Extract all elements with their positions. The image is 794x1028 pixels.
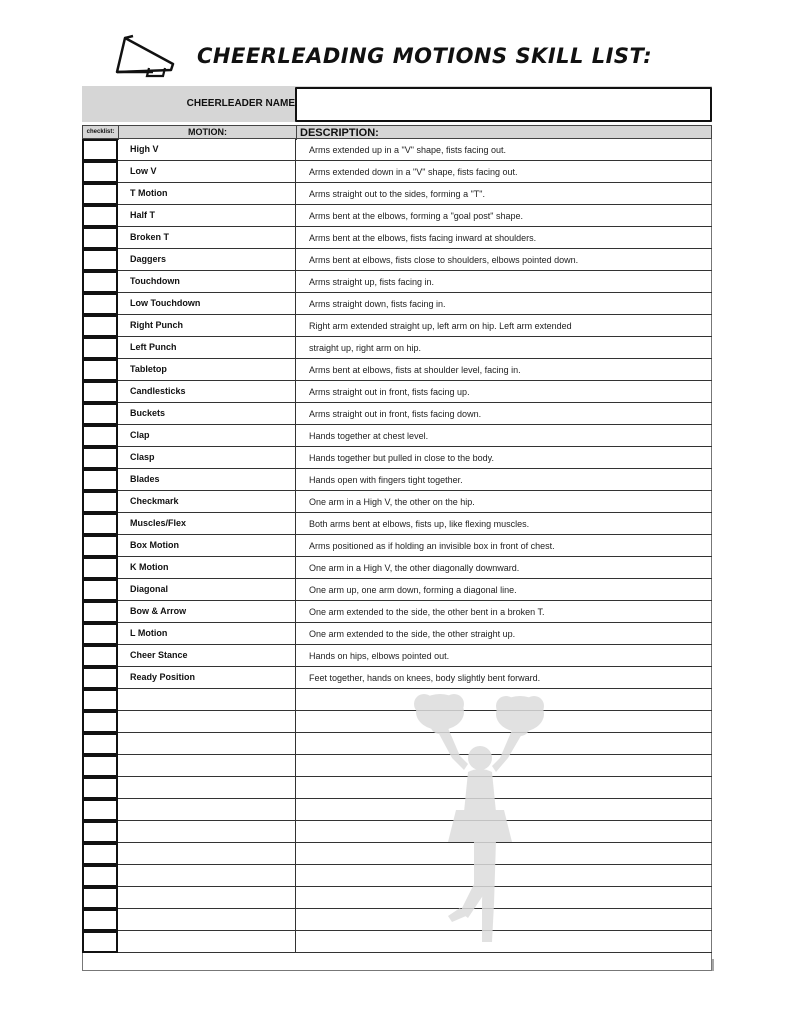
checklist-checkbox[interactable] bbox=[82, 909, 118, 931]
table-row bbox=[82, 227, 712, 249]
table-row bbox=[82, 579, 712, 601]
table-row bbox=[82, 205, 712, 227]
table-row bbox=[82, 887, 712, 909]
table-row bbox=[82, 623, 712, 645]
motion-cell: Tabletop bbox=[118, 359, 296, 380]
checklist-checkbox[interactable] bbox=[82, 623, 118, 645]
table-row bbox=[82, 359, 712, 381]
checklist-checkbox[interactable] bbox=[82, 469, 118, 491]
motion-cell: Left Punch bbox=[118, 337, 296, 358]
description-cell: Arms straight out in front, fists facing up. bbox=[309, 387, 470, 397]
table-header bbox=[82, 125, 712, 139]
table-row bbox=[82, 315, 712, 337]
motion-header: MOTION: bbox=[119, 126, 297, 140]
checklist-checkbox[interactable] bbox=[82, 183, 118, 205]
table-row bbox=[82, 777, 712, 799]
motion-cell bbox=[118, 755, 296, 776]
checklist-checkbox[interactable] bbox=[82, 843, 118, 865]
description-cell: Arms positioned as if holding an invisible box in front of chest. bbox=[309, 541, 555, 551]
checklist-checkbox[interactable] bbox=[82, 887, 118, 909]
table-row bbox=[82, 557, 712, 579]
checklist-checkbox[interactable] bbox=[82, 491, 118, 513]
description-cell: Arms bent at the elbows, fists facing inward at shoulders. bbox=[309, 233, 537, 243]
page-title: CHEERLEADING MOTIONS SKILL LIST: bbox=[197, 44, 653, 68]
cheerleader-name-label: CHEERLEADER NAME bbox=[186, 98, 295, 109]
table-row bbox=[82, 139, 712, 161]
checklist-checkbox[interactable] bbox=[82, 513, 118, 535]
table-row bbox=[82, 667, 712, 689]
checklist-checkbox[interactable] bbox=[82, 667, 118, 689]
description-cell: Feet together, hands on knees, body slightly bent forward. bbox=[309, 673, 541, 683]
motion-cell bbox=[118, 777, 296, 798]
table-row bbox=[82, 403, 712, 425]
motion-cell: Low V bbox=[118, 161, 296, 182]
skill-table bbox=[82, 125, 712, 971]
motion-cell bbox=[118, 733, 296, 754]
checklist-checkbox[interactable] bbox=[82, 579, 118, 601]
description-cell: Arms bent at elbows, fists at shoulder level, facing in. bbox=[309, 365, 521, 375]
table-row bbox=[82, 447, 712, 469]
motion-cell: Blades bbox=[118, 469, 296, 490]
table-row bbox=[82, 865, 712, 887]
checklist-checkbox[interactable] bbox=[82, 733, 118, 755]
motion-cell bbox=[118, 931, 296, 952]
motion-cell bbox=[118, 689, 296, 710]
table-row bbox=[82, 601, 712, 623]
table-row bbox=[82, 183, 712, 205]
checklist-checkbox[interactable] bbox=[82, 777, 118, 799]
checklist-checkbox[interactable] bbox=[82, 821, 118, 843]
checklist-checkbox[interactable] bbox=[82, 601, 118, 623]
motion-cell: T Motion bbox=[118, 183, 296, 204]
description-cell: Arms extended down in a "V" shape, fists facing out. bbox=[309, 167, 518, 177]
table-row bbox=[82, 821, 712, 843]
checklist-checkbox[interactable] bbox=[82, 557, 118, 579]
table-row bbox=[82, 689, 712, 711]
description-cell: Hands together at chest level. bbox=[309, 431, 429, 441]
motion-cell bbox=[118, 821, 296, 842]
motion-cell: Half T bbox=[118, 205, 296, 226]
description-cell: Both arms bent at elbows, fists up, like flexing muscles. bbox=[309, 519, 530, 529]
table-row bbox=[82, 909, 712, 931]
motion-cell: Right Punch bbox=[118, 315, 296, 336]
table-row bbox=[82, 491, 712, 513]
table-row bbox=[82, 249, 712, 271]
motion-cell: Buckets bbox=[118, 403, 296, 424]
motion-cell bbox=[118, 909, 296, 930]
motion-cell bbox=[118, 887, 296, 908]
table-row bbox=[82, 337, 712, 359]
checklist-checkbox[interactable] bbox=[82, 227, 118, 249]
description-cell: Hands open with fingers tight together. bbox=[309, 475, 463, 485]
checklist-checkbox[interactable] bbox=[82, 535, 118, 557]
description-cell: straight up, right arm on hip. bbox=[309, 343, 422, 353]
checklist-checkbox[interactable] bbox=[82, 249, 118, 271]
table-row bbox=[82, 799, 712, 821]
motion-cell: Diagonal bbox=[118, 579, 296, 600]
motion-cell: Broken T bbox=[118, 227, 296, 248]
table-row bbox=[82, 535, 712, 557]
motion-cell: Checkmark bbox=[118, 491, 296, 512]
table-rows bbox=[82, 139, 712, 953]
checklist-checkbox[interactable] bbox=[82, 271, 118, 293]
description-cell: Arms bent at elbows, fists close to shoulders, elbows pointed down. bbox=[309, 255, 579, 265]
motion-cell bbox=[118, 799, 296, 820]
description-cell: One arm extended to the side, the other bent in a broken T. bbox=[309, 607, 545, 617]
description-cell: Arms straight up, fists facing in. bbox=[309, 277, 435, 287]
checklist-checkbox[interactable] bbox=[82, 205, 118, 227]
checklist-checkbox[interactable] bbox=[82, 645, 118, 667]
description-cell: Hands on hips, elbows pointed out. bbox=[309, 651, 450, 661]
description-cell: Arms straight down, fists facing in. bbox=[309, 299, 446, 309]
table-row bbox=[82, 645, 712, 667]
checklist-checkbox[interactable] bbox=[82, 403, 118, 425]
table-row bbox=[82, 733, 712, 755]
motion-cell bbox=[118, 865, 296, 886]
description-cell: Hands together but pulled in close to the body. bbox=[309, 453, 494, 463]
motion-cell: Clasp bbox=[118, 447, 296, 468]
description-cell: Arms straight out to the sides, forming a "T". bbox=[309, 189, 485, 199]
description-header: DESCRIPTION: bbox=[300, 127, 379, 139]
table-row bbox=[82, 843, 712, 865]
checklist-checkbox[interactable] bbox=[82, 931, 118, 953]
motion-cell: Low Touchdown bbox=[118, 293, 296, 314]
motion-cell: Clap bbox=[118, 425, 296, 446]
cheerleader-name-field[interactable] bbox=[295, 87, 712, 122]
motion-cell: Cheer Stance bbox=[118, 645, 296, 666]
checklist-checkbox[interactable] bbox=[82, 447, 118, 469]
checklist-checkbox[interactable] bbox=[82, 139, 118, 161]
description-cell: One arm in a High V, the other diagonally downward. bbox=[309, 563, 520, 573]
table-row bbox=[82, 381, 712, 403]
motion-cell bbox=[118, 711, 296, 732]
checklist-checkbox[interactable] bbox=[82, 293, 118, 315]
description-cell: One arm in a High V, the other on the hip. bbox=[309, 497, 475, 507]
table-row bbox=[82, 711, 712, 733]
motion-cell: K Motion bbox=[118, 557, 296, 578]
table-row bbox=[82, 469, 712, 491]
checklist-checkbox[interactable] bbox=[82, 161, 118, 183]
table-row bbox=[82, 931, 712, 953]
checklist-checkbox[interactable] bbox=[82, 425, 118, 447]
checklist-checkbox[interactable] bbox=[82, 755, 118, 777]
table-row bbox=[82, 293, 712, 315]
description-cell: One arm up, one arm down, forming a diagonal line. bbox=[309, 585, 517, 595]
cheerleader-silhouette-icon bbox=[408, 692, 548, 948]
checklist-header: checklist: bbox=[83, 126, 119, 140]
table-row bbox=[82, 161, 712, 183]
checklist-checkbox[interactable] bbox=[82, 337, 118, 359]
table-row bbox=[82, 425, 712, 447]
motion-cell: Bow & Arrow bbox=[118, 601, 296, 622]
table-row bbox=[82, 755, 712, 777]
table-row bbox=[82, 513, 712, 535]
motion-cell: Box Motion bbox=[118, 535, 296, 556]
motion-cell: Muscles/Flex bbox=[118, 513, 296, 534]
description-cell: Arms bent at the elbows, forming a "goal post" shape. bbox=[309, 211, 524, 221]
motion-cell: Touchdown bbox=[118, 271, 296, 292]
description-cell: Right arm extended straight up, left arm on hip. Left arm extended bbox=[309, 321, 572, 331]
checklist-checkbox[interactable] bbox=[82, 381, 118, 403]
motion-cell: Ready Position bbox=[118, 667, 296, 688]
description-cell: One arm extended to the side, the other straight up. bbox=[309, 629, 516, 639]
table-row bbox=[82, 271, 712, 293]
checklist-checkbox[interactable] bbox=[82, 799, 118, 821]
checklist-checkbox[interactable] bbox=[82, 711, 118, 733]
checklist-checkbox[interactable] bbox=[82, 865, 118, 887]
checklist-checkbox[interactable] bbox=[82, 315, 118, 337]
checklist-checkbox[interactable] bbox=[82, 359, 118, 381]
motion-cell: L Motion bbox=[118, 623, 296, 644]
motion-cell: Daggers bbox=[118, 249, 296, 270]
motion-cell: High V bbox=[118, 139, 296, 160]
megaphone-icon bbox=[113, 34, 179, 80]
checklist-checkbox[interactable] bbox=[82, 689, 118, 711]
description-cell: Arms straight out in front, fists facing down. bbox=[309, 409, 482, 419]
motion-cell bbox=[118, 843, 296, 864]
description-cell: Arms extended up in a "V" shape, fists facing out. bbox=[309, 145, 506, 155]
motion-cell: Candlesticks bbox=[118, 381, 296, 402]
